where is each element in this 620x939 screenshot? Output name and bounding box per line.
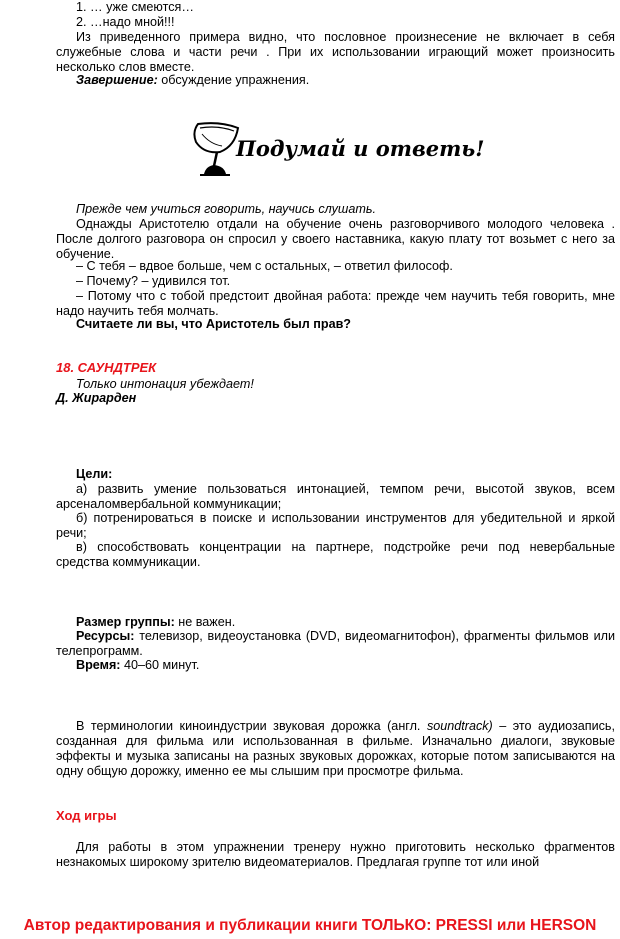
group-size-text: не важен. — [174, 615, 236, 629]
example-paragraph: Из приведенного примера видно, что пословное произнесение не включает в себя служебные слова и части речи . При их использовании играющий может произносить несколько слов вместе. — [56, 30, 615, 74]
soundtrack-intro — [56, 719, 615, 779]
resources-label: Ресурсы: — [76, 629, 135, 643]
aristotle-paragraph: Однажды Аристотелю отдали на обучение очень разговорчивого молодого человека . После долгого разговора он спросил у своего наставника, какую плату тот возьмет с него за обучение. — [56, 217, 615, 261]
game-paragraph: Для работы в этом упражнении тренеру нужно приготовить несколько фрагментов незнакомых широкому зрителю видеоматериалов. Предлагая группе тот или иной — [56, 840, 615, 869]
game-heading: Ход игры — [56, 808, 117, 823]
exercise-title: 18. САУНДТРЕК — [56, 360, 157, 375]
completion-label: Завершение: — [76, 73, 158, 87]
intro-part-1: В терминологии киноиндустрии звуковая дорожка (англ. — [76, 719, 427, 733]
exercise-author: Д. Жирарден — [56, 391, 137, 405]
intro-term: soundtrack) — [426, 719, 493, 733]
dialog-line-3: – Потому что с тобой предстоит двойная работа: прежде чем научить тебя говорить, мне надо научить тебя молчать. — [56, 289, 615, 318]
list-line-1: 1. … уже смеются… — [76, 0, 194, 14]
banner-title: Подумай и ответь! — [236, 136, 485, 161]
dialog-line-2: – Почему? – удивился тот. — [76, 274, 231, 288]
list-line-2: 2. …надо мной!!! — [76, 15, 175, 29]
completion-line — [56, 73, 615, 88]
goal-c: в) способствовать концентрации на партнере, подстройке речи под невербальные средства коммуникации. — [56, 540, 615, 569]
time-label: Время: — [76, 658, 121, 672]
dialog-line-1: – С тебя – вдвое больше, чем с остальных, – ответил философ. — [76, 259, 453, 273]
intro-part-2: – это аудиозапись, созданная для фильма или использованная в фильме. Изначально диалоги, звуковые эффекты и музыка записаны на разных звуковых дорожках, которые потом записываются на одну общую дорожку, именно ее мы слышим при просмотре фильма. — [56, 719, 615, 778]
time-text: 40–60 минут. — [120, 658, 200, 672]
think-question: Считаете ли вы, что Аристотель был прав? — [76, 317, 352, 331]
completion-text: обсуждение упражнения. — [157, 73, 310, 87]
exercise-epigraph: Только интонация убеждает! — [76, 377, 254, 391]
group-size-line — [56, 615, 615, 630]
group-size-label: Размер группы: — [76, 615, 175, 629]
resources-line — [56, 629, 615, 659]
goals-label: Цели: — [76, 467, 113, 481]
think-banner — [140, 118, 485, 178]
publisher-footer: Автор редактирования и публикации книги ТОЛЬКО: PRESSI или HERSON — [23, 917, 597, 934]
goal-b: б) потренироваться в поиске и использовании инструментов для убедительной и яркой речи; — [56, 511, 615, 540]
think-epigraph: Прежде чем учиться говорить, научись слушать. — [76, 202, 376, 216]
time-line — [56, 658, 615, 673]
goal-a: а) развить умение пользоваться интонацией, темпом речи, высотой звуков, всем арсеналомвербальной коммуникации; — [56, 482, 615, 511]
resources-text: телевизор, видеоустановка (DVD, видеомагнитофон), фрагменты фильмов или телепрограмм. — [56, 629, 615, 658]
